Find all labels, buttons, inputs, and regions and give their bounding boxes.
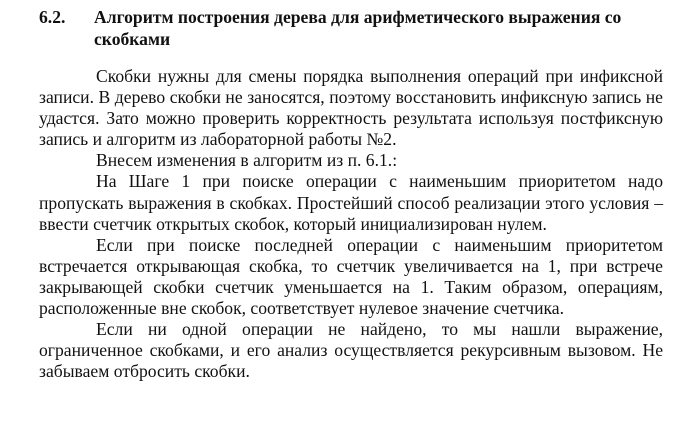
section-number: 6.2. bbox=[39, 7, 66, 27]
document-body bbox=[39, 66, 663, 382]
paragraph-bracket-counter: Если при поиске последней операции с наименьшим приоритетом встречается открывающая скобка, то счетчик увеличивается на 1, при встрече закрывающей скобки счетчик уменьшается на 1. Таким образом, операциям, расположенные вне скобок, соответствует нулевое значение счетчика. bbox=[39, 234, 663, 319]
paragraph-brackets-purpose: Скобки нужны для смены порядка выполнения операций при инфиксной записи. В дерево скобки не заносятся, поэтому восстановить инфиксную запись не удастся. Зато можно проверить корректность результата используя постфиксную запись и алгоритм из лабораторной работы №2. bbox=[39, 66, 663, 150]
section-heading bbox=[39, 6, 679, 50]
paragraph-step-one: На Шаге 1 при поиске операции с наименьшим приоритетом надо пропускать выражения в скобках. Простейший способ реализации этого условия – ввести счетчик открытых скобок, который инициализирован нулем. bbox=[39, 171, 663, 234]
paragraph-algorithm-changes: Внесем изменения в алгоритм из п. 6.1.: bbox=[96, 150, 398, 171]
section-title: Алгоритм построения дерева для арифметического выражения со скобками bbox=[94, 7, 622, 49]
paragraph-recursive-call: Если ни одной операции не найдено, то мы нашли выражение, ограниченное скобками, и его анализ осуществляется рекурсивным вызовом. Не забываем отбросить скобки. bbox=[39, 319, 663, 382]
